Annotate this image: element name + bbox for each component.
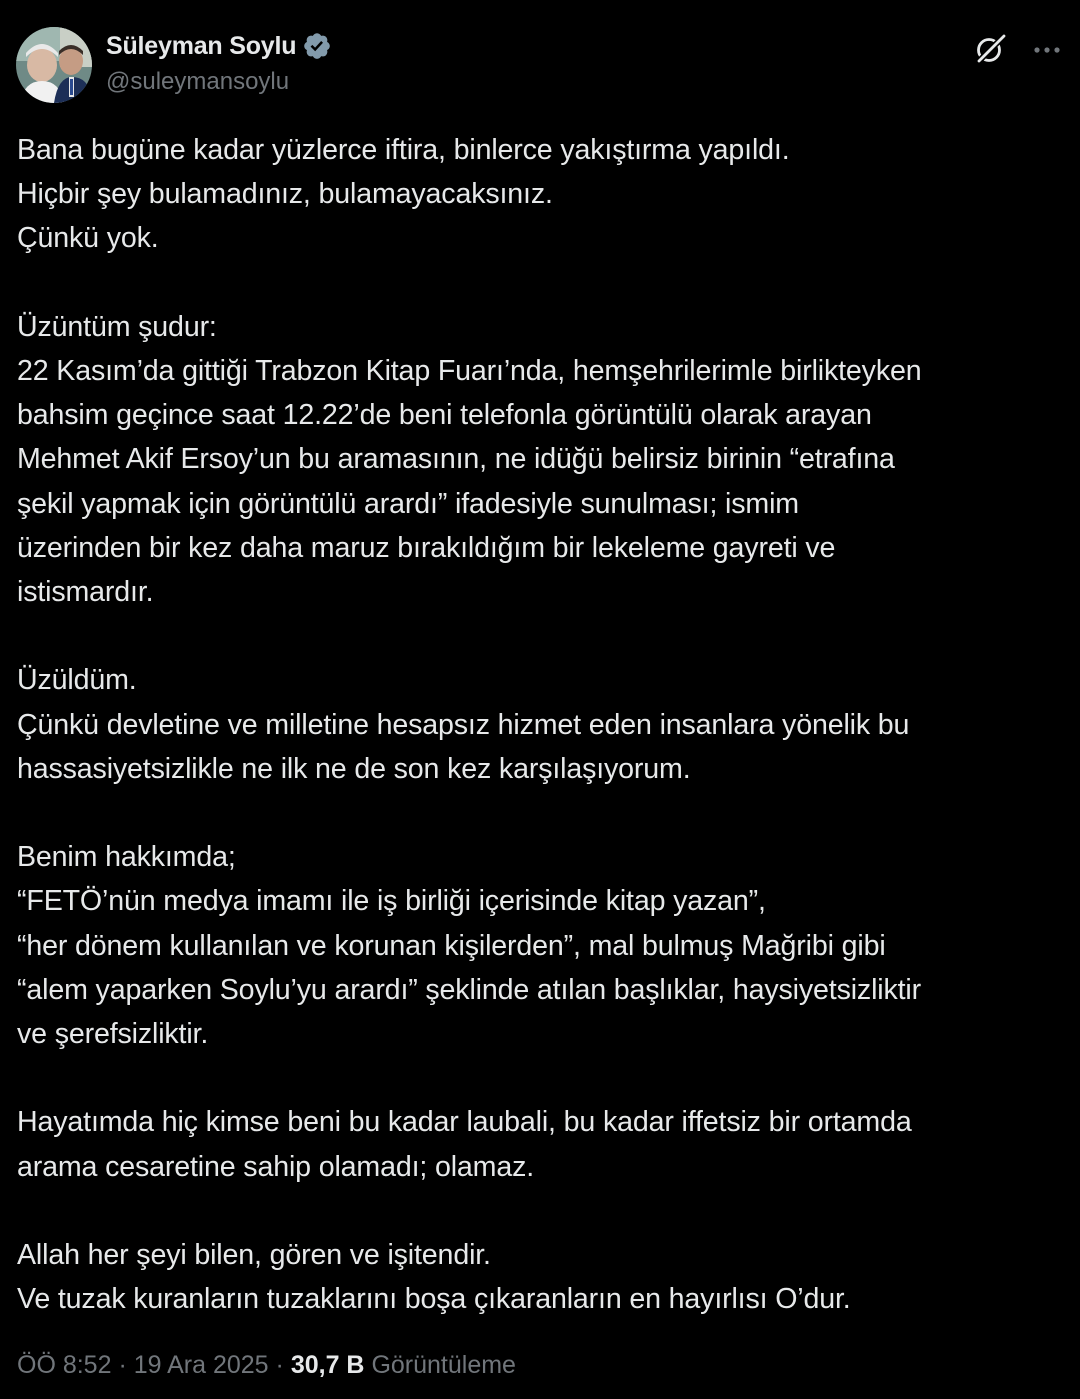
display-name[interactable]: Süleyman Soylu (106, 31, 297, 60)
top-actions (974, 32, 1064, 66)
user-info (106, 28, 332, 96)
tweet-line: Ve tuzak kuranların tuzaklarını boşa çıkaranların en hayırlısı O’dur. (17, 1283, 851, 1316)
tweet-line: Üzüldüm. (17, 664, 137, 697)
tweet-text (17, 128, 1067, 1321)
grok-icon[interactable] (974, 32, 1008, 66)
tweet-line: üzerinden bir kez daha maruz bırakıldığım bir lekeleme gayreti ve (17, 531, 836, 564)
avatar[interactable] (16, 27, 92, 103)
name-row (106, 28, 332, 64)
meta-separator: · (275, 1351, 284, 1379)
tweet-line: “FETÖ’nün medya imamı ile iş birliği içerisinde kitap yazan”, (17, 885, 766, 918)
handle[interactable]: @suleymansoylu (106, 68, 290, 95)
tweet-paragraph (17, 658, 1067, 791)
tweet-line: Hiçbir şey bulamadınız, bulamayacaksınız. (17, 178, 553, 211)
tweet-line: Üzüntüm şudur: (17, 310, 217, 343)
tweet-line: Çünkü devletine ve milletine hesapsız hizmet eden insanlara yönelik bu (17, 708, 910, 741)
tweet-line: arama cesaretine sahip olamadı; olamaz. (17, 1150, 535, 1183)
tweet-paragraph (17, 305, 1067, 614)
tweet-line: “alem yaparken Soylu’yu arardı” şeklinde atılan başlıklar, haysiyetsizliktir (17, 973, 921, 1006)
views-label: Görüntüleme (371, 1351, 516, 1379)
tweet-line: “her dönem kullanılan ve korunan kişilerden”, mal bulmuş Mağribi gibi (17, 929, 886, 962)
tweet-header (16, 26, 1064, 104)
verified-badge-icon[interactable] (302, 31, 332, 61)
tweet-line: Hayatımda hiç kimse beni bu kadar laubali, bu kadar iffetsiz bir ortamda (17, 1106, 912, 1139)
tweet-line: Çünkü yok. (17, 222, 159, 255)
tweet-date[interactable]: 19 Ara 2025 (133, 1351, 269, 1379)
tweet-line: bahsim geçince saat 12.22’de beni telefonla görüntülü olarak arayan (17, 399, 872, 432)
tweet-line: hassasiyetsizlikle ne ilk ne de son kez karşılaşıyorum. (17, 752, 691, 785)
tweet-paragraph (17, 835, 1067, 1056)
views-count[interactable]: 30,7 B (290, 1351, 365, 1379)
more-options-icon[interactable] (1030, 32, 1064, 66)
tweet-meta (17, 1351, 516, 1380)
tweet-paragraph (17, 128, 1067, 261)
tweet-line: istismardır. (17, 576, 154, 609)
avatar-image (16, 27, 92, 103)
meta-separator: · (118, 1351, 127, 1379)
tweet-paragraph (17, 1100, 1067, 1188)
tweet-time[interactable]: ÖÖ 8:52 (17, 1351, 112, 1379)
tweet-line: şekil yapmak için görüntülü arardı” ifadesiyle sunulması; ismim (17, 487, 799, 520)
tweet-line: Bana bugüne kadar yüzlerce iftira, binlerce yakıştırma yapıldı. (17, 134, 790, 166)
tweet-line: Allah her şeyi bilen, gören ve işitendir. (17, 1239, 491, 1271)
tweet-line: Benim hakkımda; (17, 841, 236, 874)
tweet-line: 22 Kasım’da gittiği Trabzon Kitap Fuarı’nda, hemşehrilerimle birlikteyken (17, 355, 922, 387)
tweet-line: Mehmet Akif Ersoy’un bu aramasının, ne idüğü belirsiz birinin “etrafına (17, 443, 895, 476)
tweet-line: ve şerefsizliktir. (17, 1018, 209, 1051)
tweet-paragraph (17, 1233, 1067, 1321)
